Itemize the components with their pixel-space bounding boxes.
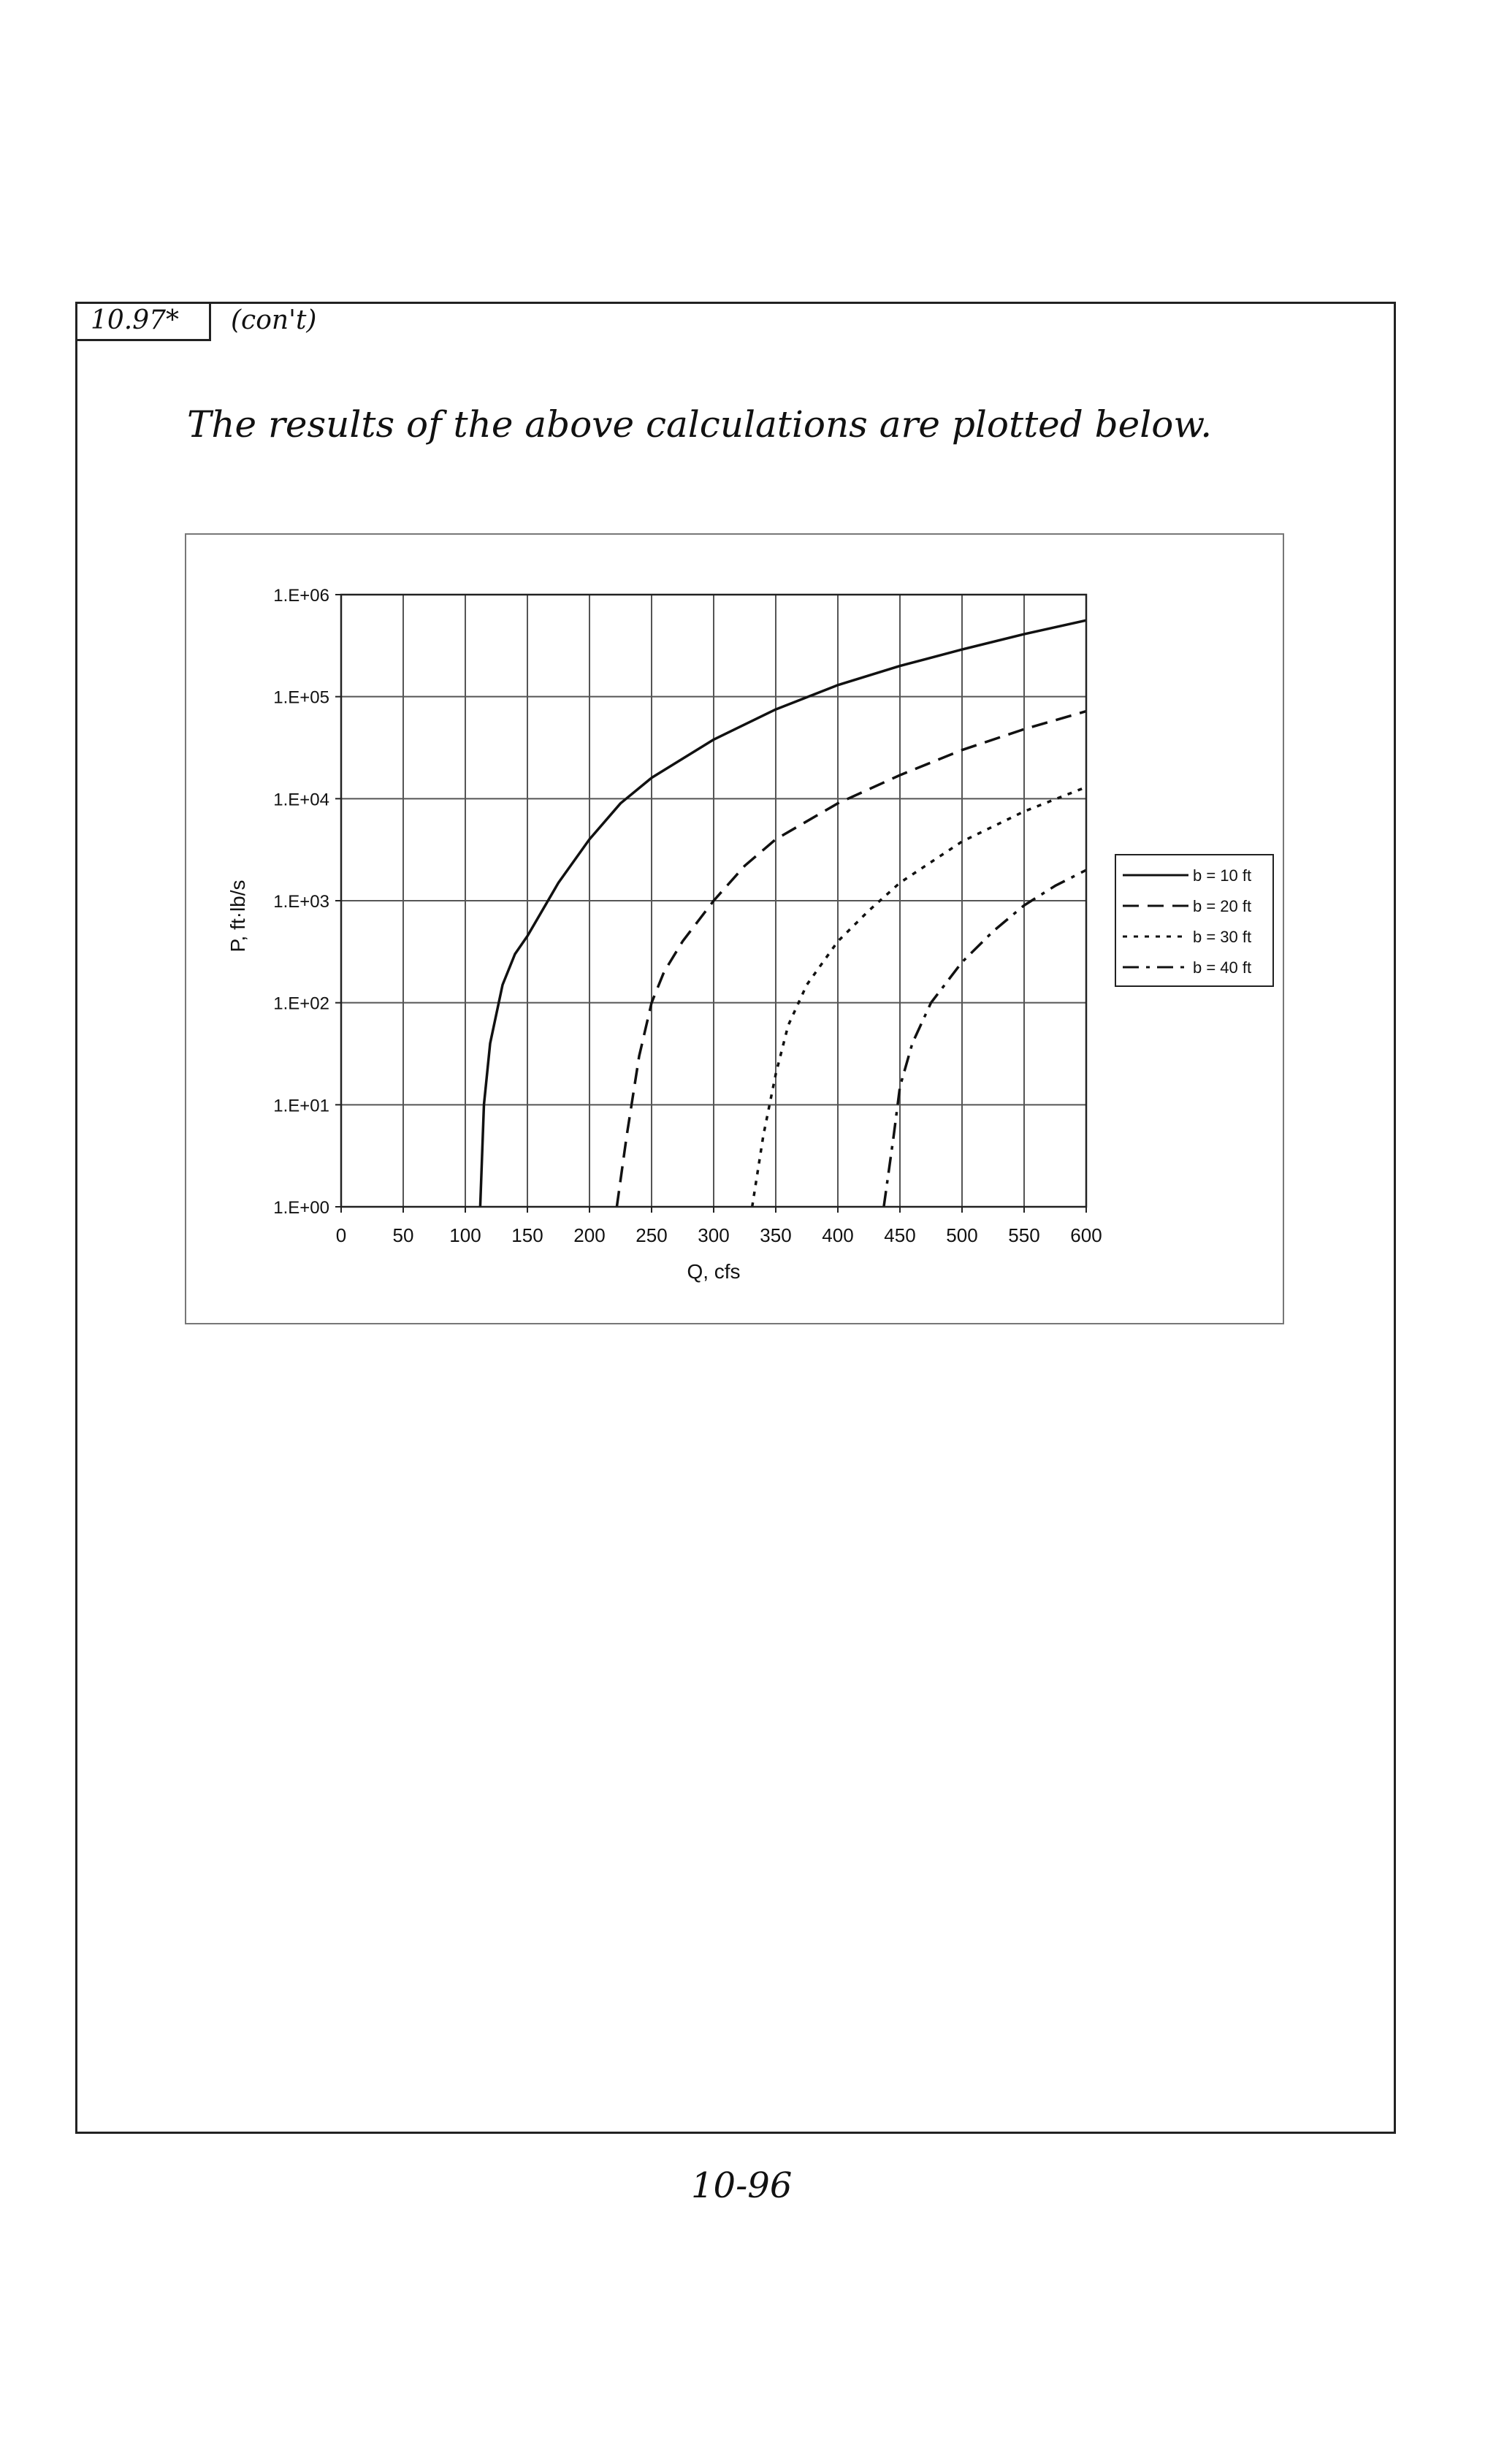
series-line-3: [752, 787, 1086, 1207]
x-tick-label: 550: [1008, 1224, 1040, 1246]
x-tick-label: 50: [392, 1224, 414, 1246]
x-tick-label: 500: [946, 1224, 978, 1246]
x-tick-label: 200: [573, 1224, 606, 1246]
x-tick-label: 150: [511, 1224, 543, 1246]
x-tick-label: 400: [822, 1224, 854, 1246]
chart-area: [185, 533, 1284, 1324]
x-tick-label: 450: [884, 1224, 916, 1246]
y-tick-label: 1.E+04: [273, 790, 329, 810]
legend: [1115, 855, 1273, 986]
x-tick-label: 250: [636, 1224, 668, 1246]
y-tick-label: 1.E+01: [273, 1096, 329, 1116]
chart: [186, 535, 1283, 1323]
y-tick-label: 1.E+02: [273, 993, 329, 1014]
legend-entry: b = 30 ft: [1193, 928, 1252, 946]
y-tick-label: 1.E+05: [273, 687, 329, 708]
chart-series: [480, 620, 1086, 1207]
page-number: 10-96: [691, 2165, 793, 2206]
legend-entry: b = 20 ft: [1193, 897, 1252, 915]
x-tick-label: 100: [449, 1224, 481, 1246]
x-tick-label: 0: [335, 1224, 347, 1246]
intro-text: The results of the above calculations are plotted below.: [187, 403, 1213, 446]
y-tick-label: 1.E+03: [273, 892, 329, 912]
problem-number: 10.97*: [91, 305, 180, 335]
y-axis-label: P, ft·lb/s: [226, 880, 249, 953]
x-tick-label: 300: [698, 1224, 730, 1246]
series-line-2: [617, 712, 1086, 1207]
x-axis-label: Q, cfs: [687, 1260, 741, 1283]
series-line-4: [884, 870, 1086, 1207]
y-tick-label: 1.E+06: [273, 586, 329, 606]
continued-label: (con't): [231, 305, 317, 335]
y-tick-label: 1.E+00: [273, 1198, 329, 1218]
x-tick-label: 350: [760, 1224, 792, 1246]
legend-entry: b = 40 ft: [1193, 958, 1252, 977]
x-tick-label: 600: [1070, 1224, 1102, 1246]
legend-entry: b = 10 ft: [1193, 866, 1252, 885]
chart-ticks: [273, 586, 1102, 1246]
series-line-1: [480, 620, 1086, 1207]
